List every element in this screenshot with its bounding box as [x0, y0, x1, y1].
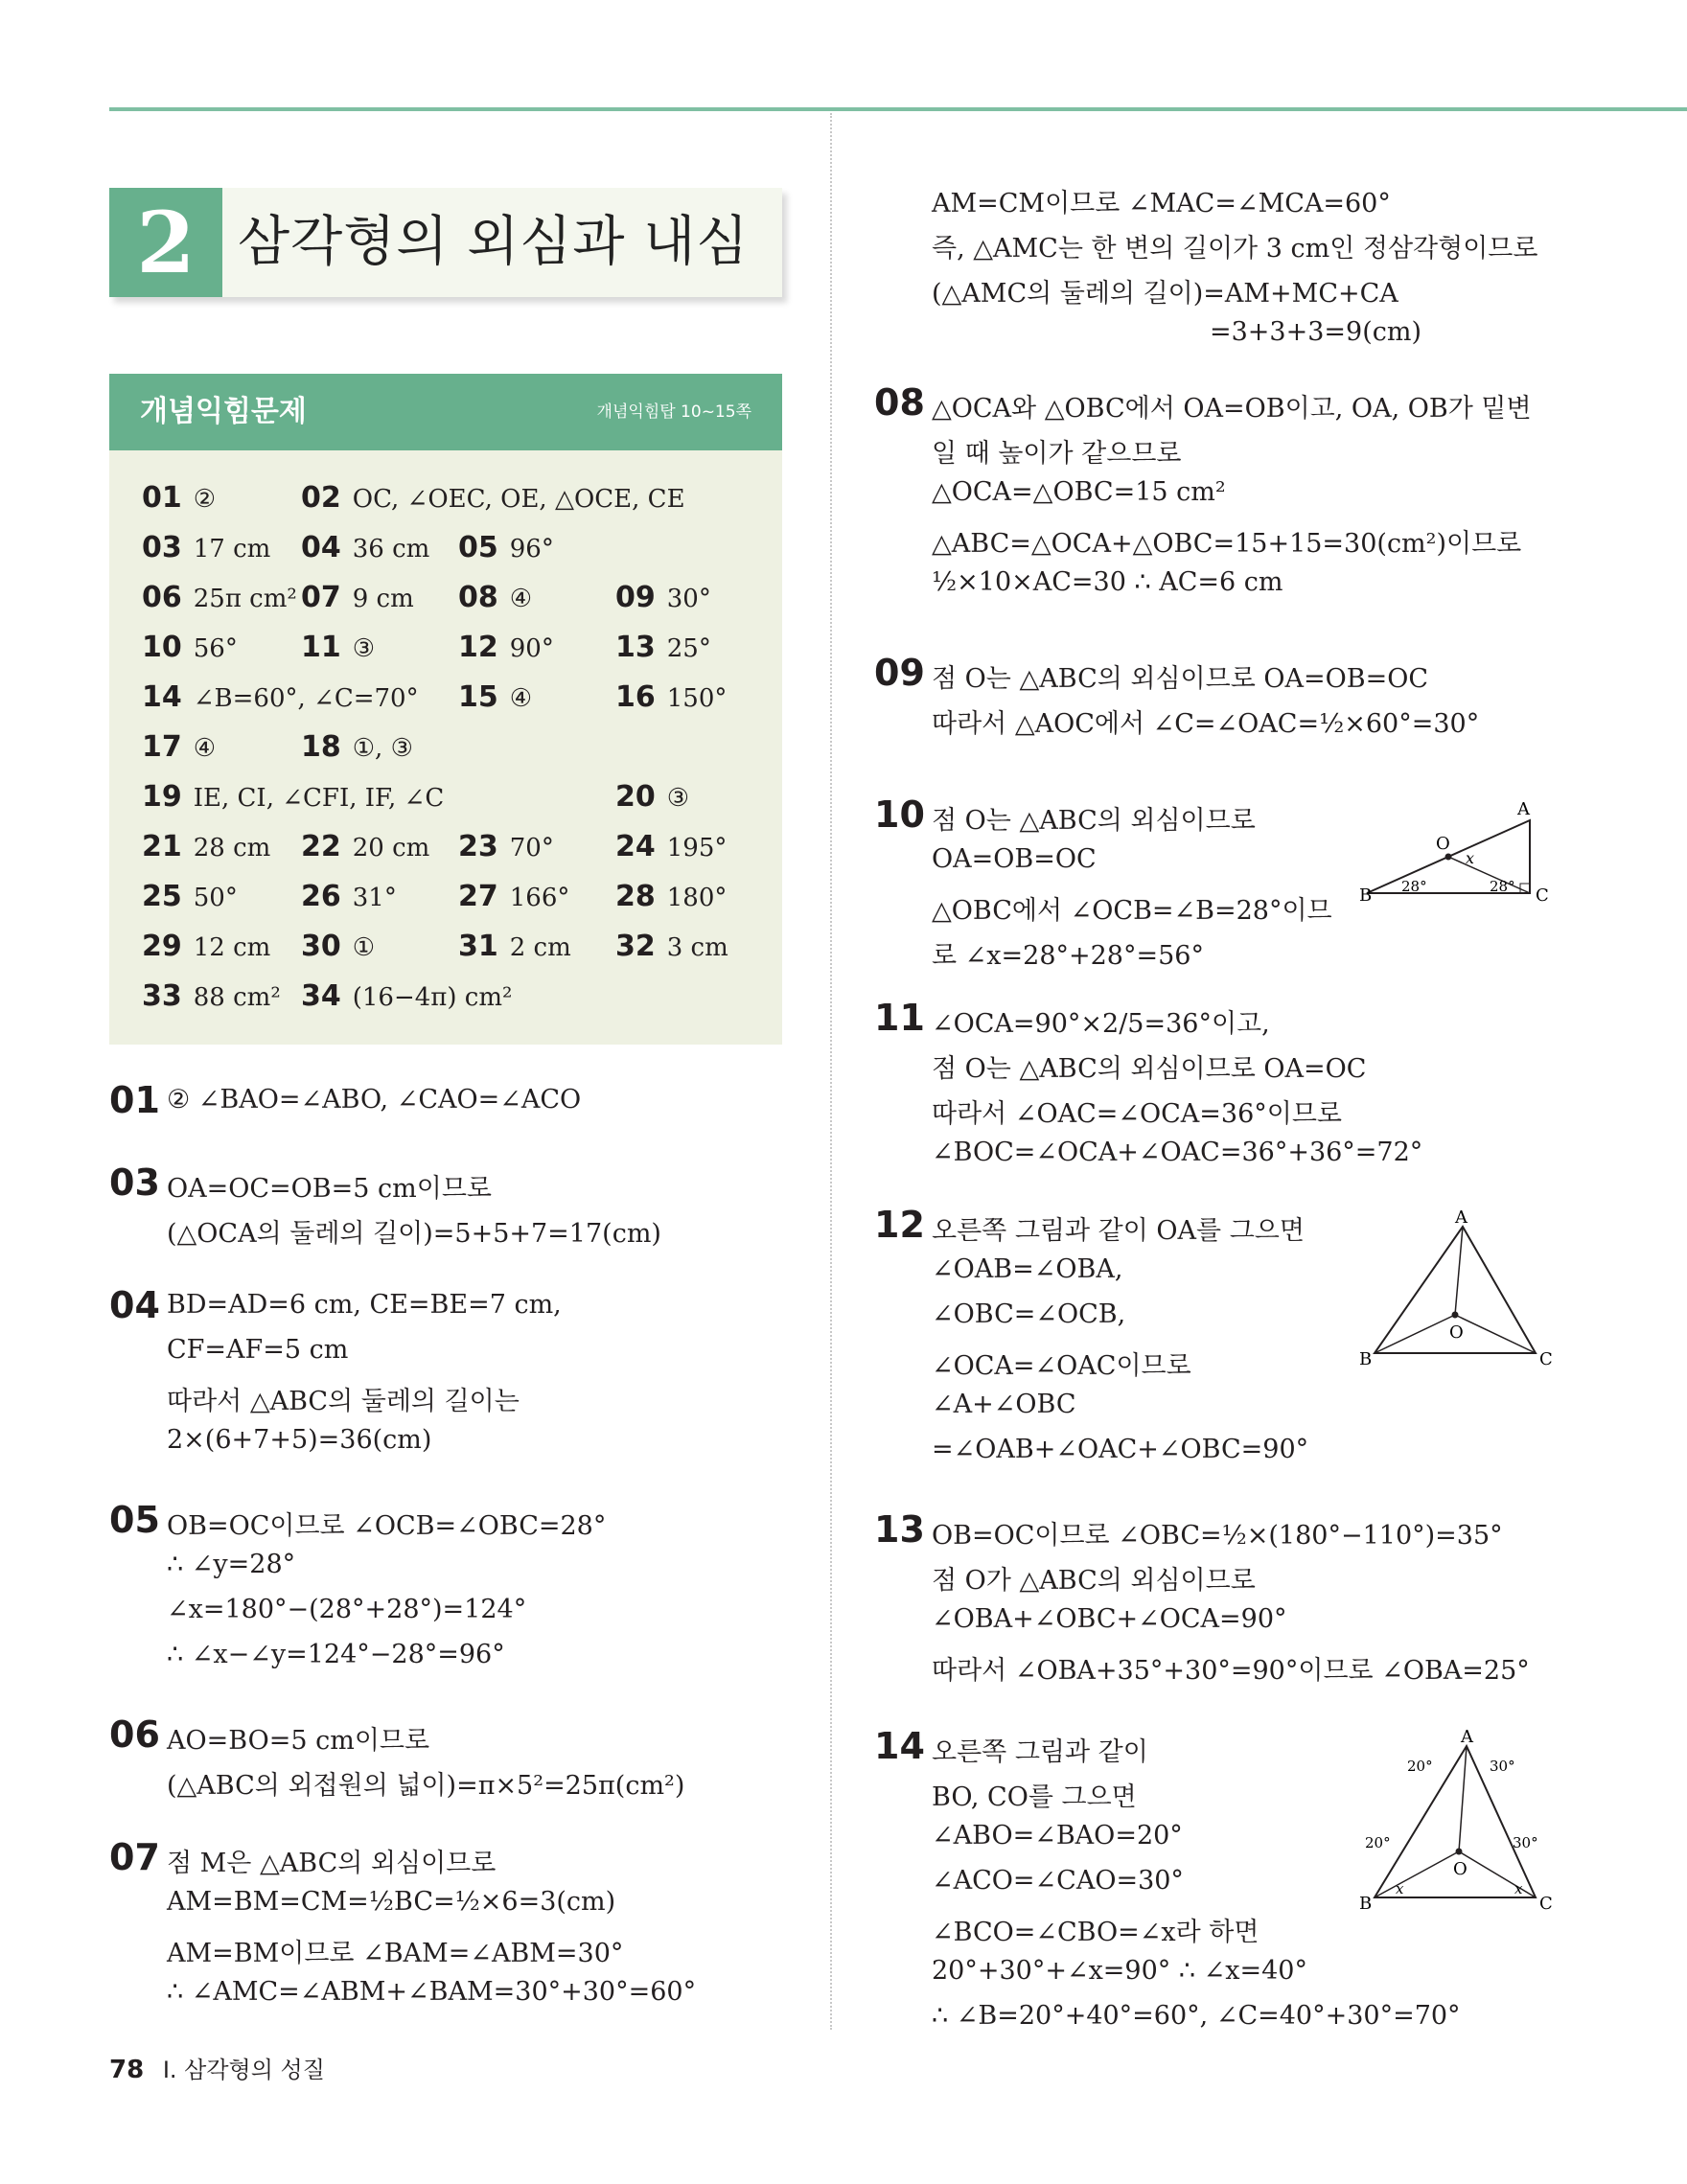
- fig10-label-C: C: [1536, 885, 1549, 906]
- answer-value: ③: [352, 634, 376, 663]
- solution-line: 따라서 △ABC의 둘레의 길이는: [167, 1387, 520, 1416]
- answer-number: 14: [142, 680, 182, 714]
- answer-value: 96°: [509, 535, 554, 563]
- answer-number: 11: [301, 631, 341, 664]
- answer-number: 24: [615, 830, 656, 863]
- solution-line: ∠OCA=90°×2/5=36°이고,: [932, 1009, 1270, 1039]
- answer-value: ①, ③: [352, 734, 413, 763]
- answer-item: [458, 531, 554, 564]
- answer-item: [142, 830, 270, 863]
- solution-line: 즉, △AMC는 한 변의 길이가 3 cm인 정삼각형이므로: [932, 234, 1538, 264]
- fig12-label-B: B: [1359, 1349, 1373, 1369]
- solution-line: △ABC=△OCA+△OBC=15+15=30(cm²)이므로: [932, 529, 1522, 559]
- fig14-angle-x2: x: [1514, 1880, 1523, 1897]
- column-separator: [830, 113, 832, 2030]
- answer-value: 9 cm: [352, 585, 414, 613]
- chapter-title: 삼각형의 외심과 내심: [238, 211, 750, 273]
- solution-line: 일 때 높이가 같으므로: [932, 439, 1182, 469]
- fig10-label-B: B: [1359, 885, 1373, 906]
- answer-value: 17 cm: [193, 535, 271, 563]
- answer-item: [142, 930, 270, 963]
- concept-box-reference: 개념익힘탑 10~15쪽: [596, 402, 751, 422]
- answer-value: 30°: [666, 585, 711, 613]
- answer-value: OC, ∠OEC, OE, △OCE, CE: [352, 485, 685, 514]
- answer-value: 25π cm²: [193, 585, 297, 613]
- answer-number: 17: [142, 730, 182, 764]
- answer-item: [615, 581, 711, 614]
- answer-item: [301, 730, 413, 764]
- solution-number: 04: [109, 1284, 160, 1326]
- answer-number: 07: [301, 581, 341, 614]
- solution-line: ∠A+∠OBC: [932, 1390, 1076, 1419]
- answer-number: 03: [142, 531, 182, 564]
- fig10-angle-2: 28°: [1490, 878, 1515, 895]
- solution-line: 점 O가 △ABC의 외심이므로: [932, 1566, 1256, 1596]
- answer-item: [142, 680, 419, 714]
- answer-number: 33: [142, 979, 182, 1013]
- answer-item: [458, 680, 532, 714]
- answer-item: [142, 481, 216, 515]
- answer-item: [301, 631, 375, 664]
- solution-number: 03: [109, 1161, 160, 1204]
- answer-value: ④: [509, 684, 533, 713]
- answer-number: 13: [615, 631, 656, 664]
- answer-number: 20: [615, 780, 656, 814]
- answer-number: 12: [458, 631, 498, 664]
- solution-line: OB=OC이므로 ∠OCB=∠OBC=28°: [167, 1511, 607, 1541]
- solution-line: AO=BO=5 cm이므로: [167, 1726, 430, 1756]
- fig10-label-O: O: [1436, 834, 1450, 854]
- chapter-number: 2: [109, 188, 222, 297]
- solution-line: (△AMC의 둘레의 길이)=AM+MC+CA: [932, 279, 1398, 309]
- solution-line: =∠OAB+∠OAC+∠OBC=90°: [932, 1435, 1309, 1464]
- fig12-label-C: C: [1539, 1349, 1553, 1369]
- answer-item: [301, 979, 512, 1013]
- chapter-header: [109, 188, 782, 297]
- concept-box-title: 개념익힘문제: [140, 395, 307, 428]
- fig12-label-O: O: [1449, 1322, 1464, 1343]
- solution-line: 점 O는 △ABC의 외심이므로: [932, 806, 1256, 836]
- figure-10-triangle: [1359, 801, 1551, 907]
- solution-line: 2×(6+7+5)=36(cm): [167, 1425, 432, 1455]
- answer-number: 04: [301, 531, 341, 564]
- answer-item: [301, 830, 429, 863]
- solution-line: 따라서 △AOC에서 ∠C=∠OAC=½×60°=30°: [932, 709, 1480, 739]
- fig14-label-A: A: [1461, 1727, 1473, 1747]
- answer-value: ∠B=60°, ∠C=70°: [193, 684, 419, 713]
- solution-line: ∴ ∠x−∠y=124°−28°=96°: [167, 1640, 505, 1669]
- answer-value: 150°: [666, 684, 728, 713]
- solution-number: 13: [874, 1508, 925, 1551]
- answer-value: ④: [509, 585, 533, 613]
- answer-number: 08: [458, 581, 498, 614]
- solution-line: ∠ABO=∠BAO=20°: [932, 1821, 1183, 1851]
- answer-number: 22: [301, 830, 341, 863]
- solution-line: BD=AD=6 cm, CE=BE=7 cm,: [167, 1290, 562, 1320]
- answer-value: ③: [666, 784, 690, 813]
- solution-line: ∴ ∠AMC=∠ABM+∠BAM=30°+30°=60°: [167, 1977, 697, 2007]
- page-number: 78: [109, 2056, 145, 2084]
- answer-item: [615, 631, 711, 664]
- solution-line: =3+3+3=9(cm): [1210, 317, 1421, 347]
- solution-line: 점 O는 △ABC의 외심이므로 OA=OC: [932, 1054, 1367, 1084]
- answer-number: 31: [458, 930, 498, 963]
- solution-line: OA=OB=OC: [932, 844, 1097, 874]
- answer-item: [458, 830, 554, 863]
- solution-line: (△ABC의 외접원의 넓이)=π×5²=25π(cm²): [167, 1771, 685, 1801]
- answer-number: 19: [142, 780, 182, 814]
- fig14-angle-x1: x: [1396, 1880, 1404, 1897]
- solution-line: 따라서 ∠OAC=∠OCA=36°이므로: [932, 1099, 1343, 1129]
- answer-value: ②: [193, 485, 217, 514]
- solution-number: 12: [874, 1204, 925, 1246]
- answer-number: 10: [142, 631, 182, 664]
- answer-item: [458, 930, 571, 963]
- solution-line: ∠BCO=∠CBO=∠x라 하면: [932, 1918, 1259, 1947]
- solution-number: 09: [874, 652, 925, 694]
- answer-item: [458, 631, 554, 664]
- concept-answer-box: [109, 374, 782, 1045]
- answer-value: 20 cm: [352, 834, 430, 862]
- answer-value: (16−4π) cm²: [352, 983, 513, 1012]
- fig14-label-B: B: [1359, 1894, 1373, 1914]
- answer-value: ①: [352, 933, 376, 962]
- solution-line: 점 O는 △ABC의 외심이므로 OA=OB=OC: [932, 664, 1429, 694]
- fig14-angle-20-top: 20°: [1407, 1758, 1433, 1775]
- answer-value: 3 cm: [666, 933, 728, 962]
- answer-item: [142, 631, 238, 664]
- answer-number: 21: [142, 830, 182, 863]
- answer-value: 180°: [666, 884, 728, 912]
- solution-line: 20°+30°+∠x=90° ∴ ∠x=40°: [932, 1956, 1307, 1986]
- solution-line: ½×10×AC=30 ∴ AC=6 cm: [932, 567, 1283, 597]
- answer-value: 88 cm²: [193, 983, 281, 1012]
- solution-line: △OBC에서 ∠OCB=∠B=28°이므: [932, 896, 1332, 926]
- answer-number: 15: [458, 680, 498, 714]
- answer-value: 195°: [666, 834, 728, 862]
- section-label: Ⅰ. 삼각형의 성질: [162, 2057, 325, 2083]
- answer-item: [615, 680, 727, 714]
- answer-value: 36 cm: [352, 535, 430, 563]
- answer-item: [301, 481, 685, 515]
- solution-line: ∠OCA=∠OAC이므로: [932, 1351, 1191, 1381]
- answer-value: 25°: [666, 634, 711, 663]
- answer-number: 29: [142, 930, 182, 963]
- solution-number: 07: [109, 1836, 160, 1878]
- answer-number: 18: [301, 730, 341, 764]
- top-rule: [109, 107, 1687, 111]
- answer-value: 70°: [509, 834, 554, 862]
- answer-item: [142, 730, 216, 764]
- answer-item: [458, 880, 569, 913]
- answer-number: 05: [458, 531, 498, 564]
- solution-line: ∠OBC=∠OCB,: [932, 1299, 1126, 1329]
- fig14-angle-30-side: 30°: [1513, 1834, 1538, 1851]
- solution-line: 로 ∠x=28°+28°=56°: [932, 941, 1204, 971]
- fig14-label-O: O: [1453, 1859, 1467, 1879]
- answer-number: 25: [142, 880, 182, 913]
- answer-number: 26: [301, 880, 341, 913]
- answer-number: 28: [615, 880, 656, 913]
- solution-number: 06: [109, 1713, 160, 1756]
- answer-item: [301, 930, 375, 963]
- fig14-label-C: C: [1539, 1894, 1553, 1914]
- answer-item: [301, 531, 429, 564]
- answer-value: 2 cm: [509, 933, 571, 962]
- concept-box-header: [109, 374, 782, 450]
- answer-value: IE, CI, ∠CFI, IF, ∠C: [193, 784, 445, 813]
- answer-number: 09: [615, 581, 656, 614]
- answer-number: 32: [615, 930, 656, 963]
- answer-value: 31°: [352, 884, 397, 912]
- answer-value: ④: [193, 734, 217, 763]
- solution-line: AM=BM=CM=½BC=½×6=3(cm): [167, 1887, 616, 1917]
- solution-number: 11: [874, 997, 925, 1039]
- answer-value: 12 cm: [193, 933, 271, 962]
- answer-item: [615, 880, 727, 913]
- answer-value: 50°: [193, 884, 238, 912]
- answer-item: [615, 780, 689, 814]
- figure-12-triangle: [1359, 1209, 1551, 1372]
- solution-number: 05: [109, 1499, 160, 1541]
- answer-item: [301, 880, 397, 913]
- answer-value: 90°: [509, 634, 554, 663]
- answer-number: 30: [301, 930, 341, 963]
- answer-item: [142, 531, 270, 564]
- answer-item: [142, 880, 238, 913]
- solution-number: 01: [109, 1079, 160, 1121]
- solution-line: AM=CM이므로 ∠MAC=∠MCA=60°: [932, 189, 1391, 218]
- solution-line: CF=AF=5 cm: [167, 1335, 349, 1365]
- fig12-label-A: A: [1455, 1207, 1467, 1228]
- solution-line: ∴ ∠B=20°+40°=60°, ∠C=40°+30°=70°: [932, 2001, 1461, 2031]
- answer-number: 23: [458, 830, 498, 863]
- solution-line: ∠OBA+∠OBC+∠OCA=90°: [932, 1604, 1287, 1634]
- solution-line: △OCA=△OBC=15 cm²: [932, 477, 1226, 507]
- fig14-angle-20-side: 20°: [1365, 1834, 1391, 1851]
- solution-line: (△OCA의 둘레의 길이)=5+5+7=17(cm): [167, 1219, 661, 1249]
- solution-line: BO, CO를 그으면: [932, 1782, 1137, 1812]
- solution-line: ∴ ∠y=28°: [167, 1550, 296, 1579]
- solution-line: 오른쪽 그림과 같이: [932, 1737, 1148, 1767]
- solution-line: △OCA와 △OBC에서 OA=OB이고, OA, OB가 밑변: [932, 394, 1532, 424]
- solution-number: 10: [874, 793, 925, 836]
- solution-number: 14: [874, 1725, 925, 1767]
- answer-item: [142, 780, 444, 814]
- answer-number: 16: [615, 680, 656, 714]
- fig14-angle-30-top: 30°: [1490, 1758, 1515, 1775]
- fig10-angle-1: 28°: [1401, 878, 1427, 895]
- solution-line: OB=OC이므로 ∠OBC=½×(180°−110°)=35°: [932, 1521, 1503, 1551]
- solution-line: AM=BM이므로 ∠BAM=∠ABM=30°: [167, 1939, 624, 1968]
- solution-line: ∠ACO=∠CAO=30°: [932, 1866, 1184, 1896]
- answer-number: 34: [301, 979, 341, 1013]
- answer-item: [301, 581, 414, 614]
- answer-value: 166°: [509, 884, 570, 912]
- fig10-label-A: A: [1517, 799, 1530, 819]
- solution-line: 따라서 ∠OBA+35°+30°=90°이므로 ∠OBA=25°: [932, 1656, 1530, 1686]
- solution-line: 점 M은 △ABC의 외심이므로: [167, 1849, 497, 1878]
- solution-line: OA=OC=OB=5 cm이므로: [167, 1174, 493, 1204]
- fig10-label-x: x: [1466, 849, 1475, 867]
- page-footer: [109, 2051, 325, 2084]
- solution-line: ∠OAB=∠OBA,: [932, 1254, 1123, 1284]
- answer-number: 27: [458, 880, 498, 913]
- solution-line: ∠x=180°−(28°+28°)=124°: [167, 1595, 527, 1624]
- solution-line: ∠BOC=∠OCA+∠OAC=36°+36°=72°: [932, 1138, 1423, 1167]
- solution-line: 오른쪽 그림과 같이 OA를 그으면: [932, 1216, 1305, 1246]
- answer-item: [615, 930, 728, 963]
- answer-item: [615, 830, 727, 863]
- answer-number: 02: [301, 481, 341, 515]
- answer-number: 01: [142, 481, 182, 515]
- answer-item: [142, 581, 297, 614]
- answer-number: 06: [142, 581, 182, 614]
- answer-item: [458, 581, 532, 614]
- answer-value: 56°: [193, 634, 238, 663]
- solution-line: ② ∠BAO=∠ABO, ∠CAO=∠ACO: [167, 1085, 582, 1115]
- answer-item: [142, 979, 281, 1013]
- figure-14-triangle: [1359, 1725, 1551, 1926]
- solution-number: 08: [874, 381, 925, 424]
- answer-value: 28 cm: [193, 834, 271, 862]
